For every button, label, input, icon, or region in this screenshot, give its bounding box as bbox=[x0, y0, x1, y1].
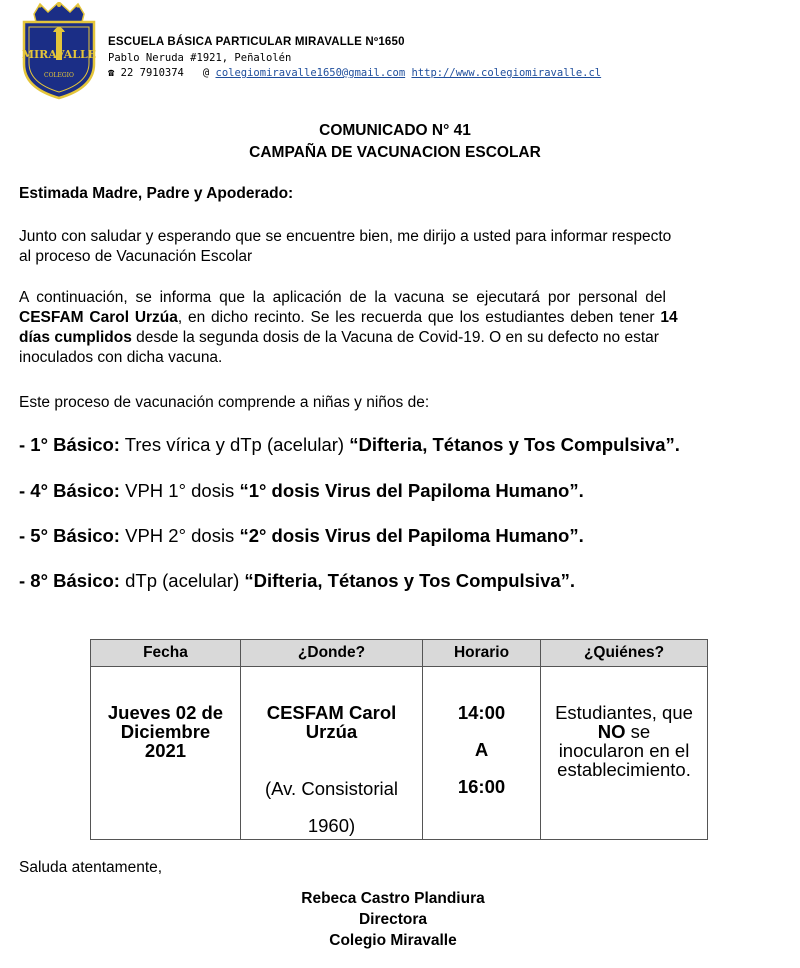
communique-title: CAMPAÑA DE VACUNACION ESCOLAR bbox=[249, 144, 541, 161]
school-address: Pablo Neruda #1921, Peñalolén bbox=[108, 52, 292, 64]
cell-horario: 14:00 A 16:00 bbox=[423, 667, 541, 840]
communique-number: COMUNICADO N° 41 bbox=[319, 122, 471, 139]
closing: Saluda atentamente, bbox=[19, 859, 163, 876]
header-donde: ¿Donde? bbox=[241, 640, 423, 667]
intro-paragraph: Junto con saludar y esperando que se encuentre bien, me dirijo a usted para informar respecto al proceso de Vacunación Escolar bbox=[19, 228, 672, 265]
svg-text:MIRAVALLE: MIRAVALLE bbox=[21, 48, 97, 61]
signature-name: Rebeca Castro Plandiura bbox=[301, 890, 485, 907]
school-email-link[interactable]: colegiomiravalle1650@gmail.com bbox=[215, 67, 406, 79]
school-contact bbox=[108, 67, 601, 79]
signature-role: Directora bbox=[358, 911, 428, 928]
cell-fecha: Jueves 02 de Diciembre 2021 bbox=[91, 667, 241, 840]
header-horario: Horario bbox=[423, 640, 541, 667]
greeting: Estimada Madre, Padre y Apoderado: bbox=[19, 185, 294, 202]
telephone-icon: ☎ bbox=[108, 67, 115, 79]
grade-item: - 4° Básico: VPH 1° dosis “1° dosis Virus del Papiloma Humano”. bbox=[19, 480, 584, 501]
vaccination-schedule-table bbox=[90, 639, 708, 840]
header-quienes: ¿Quiénes? bbox=[541, 640, 708, 667]
header-fecha: Fecha bbox=[91, 640, 241, 667]
school-phone: 22 7910374 bbox=[120, 67, 184, 79]
svg-text:COLEGIO: COLEGIO bbox=[44, 72, 74, 79]
school-logo bbox=[20, 2, 98, 100]
school-name: ESCUELA BÁSICA PARTICULAR MIRAVALLE Nº1650 bbox=[108, 36, 405, 48]
grade-item: - 5° Básico: VPH 2° dosis “2° dosis Virus del Papiloma Humano”. bbox=[19, 525, 584, 546]
at-symbol: @ bbox=[202, 67, 210, 79]
school-website-link[interactable]: http://www.colegiomiravalle.cl bbox=[411, 67, 602, 79]
cell-donde: CESFAM Carol Urzúa (Av. Consistorial 1960) bbox=[241, 667, 423, 840]
signature-school: Colegio Miravalle bbox=[329, 932, 457, 949]
cell-quienes: Estudiantes, que NO se inocularon en el establecimiento. bbox=[541, 667, 708, 840]
grade-item: - 8° Básico: dTp (acelular) “Difteria, Tétanos y Tos Compulsiva”. bbox=[19, 570, 576, 591]
info-paragraph: A continuación, se informa que la aplicación de la vacuna se ejecutará por personal del CESFAM Carol Urzúa, en dicho recinto. Se les recuerda que los estudiantes deben tener 14 días cumplidos desde la segunda dosis de la Vacuna de Covid-19. O en su defecto no estar inoculados con dicha vacuna. bbox=[19, 289, 678, 366]
scope-paragraph: Este proceso de vacunación comprende a niñas y niños de: bbox=[19, 394, 430, 411]
grade-item: - 1° Básico: Tres vírica y dTp (acelular) “Difteria, Tétanos y Tos Compulsiva”. bbox=[19, 434, 680, 455]
